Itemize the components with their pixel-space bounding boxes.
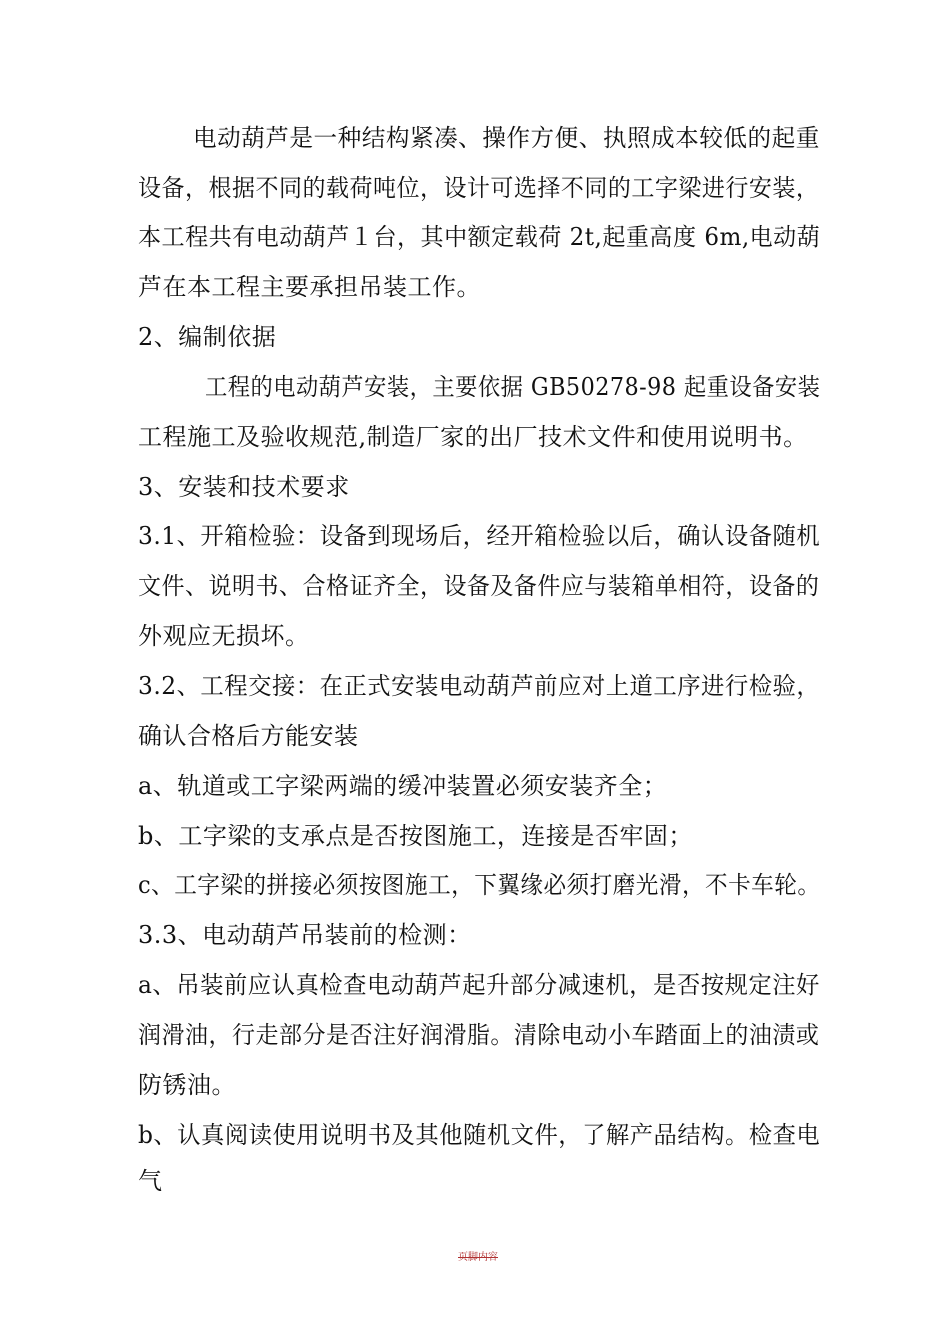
list-item-b: b、工字梁的支承点是否按图施工，连接是否牢固； [138, 822, 693, 850]
paragraph-line-20: 防锈油。 [138, 1071, 236, 1099]
paragraph-line-2: 设备，根据不同的载荷吨位，设计可选择不同的工字梁进行安装， [138, 174, 820, 202]
paragraph-line-13: 确认合格后方能安装 [138, 722, 359, 750]
list-item-c: c、工字梁的拼接必须按图施工，下翼缘必须打磨光滑，不卡车轮。 [138, 871, 821, 899]
section-heading-2: 2、编制依据 [138, 323, 277, 351]
paragraph-line-10: 文件、说明书、合格证齐全，设备及备件应与装箱单相符，设备的 [138, 572, 820, 600]
paragraph-line-21: b、认真阅读使用说明书及其他随机文件，了解产品结构。检查电 [138, 1121, 821, 1149]
paragraph-line-6: 工程的电动葫芦安装，主要依据 GB50278-98 起重设备安装 [205, 373, 821, 401]
paragraph-line-18: a、吊装前应认真检查电动葫芦起升部分减速机，是否按规定注好 [138, 971, 820, 999]
paragraph-line-1: 电动葫芦是一种结构紧凑、操作方便、执照成本较低的起重 [193, 124, 820, 152]
paragraph-line-9: 3.1、开箱检验：设备到现场后，经开箱检验以后，确认设备随机 [138, 522, 821, 550]
paragraph-line-7: 工程施工及验收规范,制造厂家的出厂技术文件和使用说明书。 [138, 423, 808, 451]
paragraph-line-19: 润滑油，行走部分是否注好润滑脂。清除电动小车踏面上的油渍或 [138, 1021, 820, 1049]
section-heading-3: 3、安装和技术要求 [138, 473, 350, 501]
page-footer: 页脚内容 [458, 1252, 498, 1263]
paragraph-line-3: 本工程共有电动葫芦１台，其中额定载荷 2t,起重高度 6m,电动葫 [138, 223, 821, 251]
paragraph-line-11: 外观应无损坏。 [138, 622, 310, 650]
list-item-a: a、轨道或工字梁两端的缓冲装置必须安装齐全； [138, 772, 668, 800]
paragraph-line-12: 3.2、工程交接：在正式安装电动葫芦前应对上道工序进行检验， [138, 672, 821, 700]
paragraph-line-22: 气 [138, 1167, 163, 1195]
section-heading-3-3: 3.3、电动葫芦吊装前的检测： [138, 921, 472, 949]
paragraph-line-4: 芦在本工程主要承担吊装工作。 [138, 273, 481, 301]
